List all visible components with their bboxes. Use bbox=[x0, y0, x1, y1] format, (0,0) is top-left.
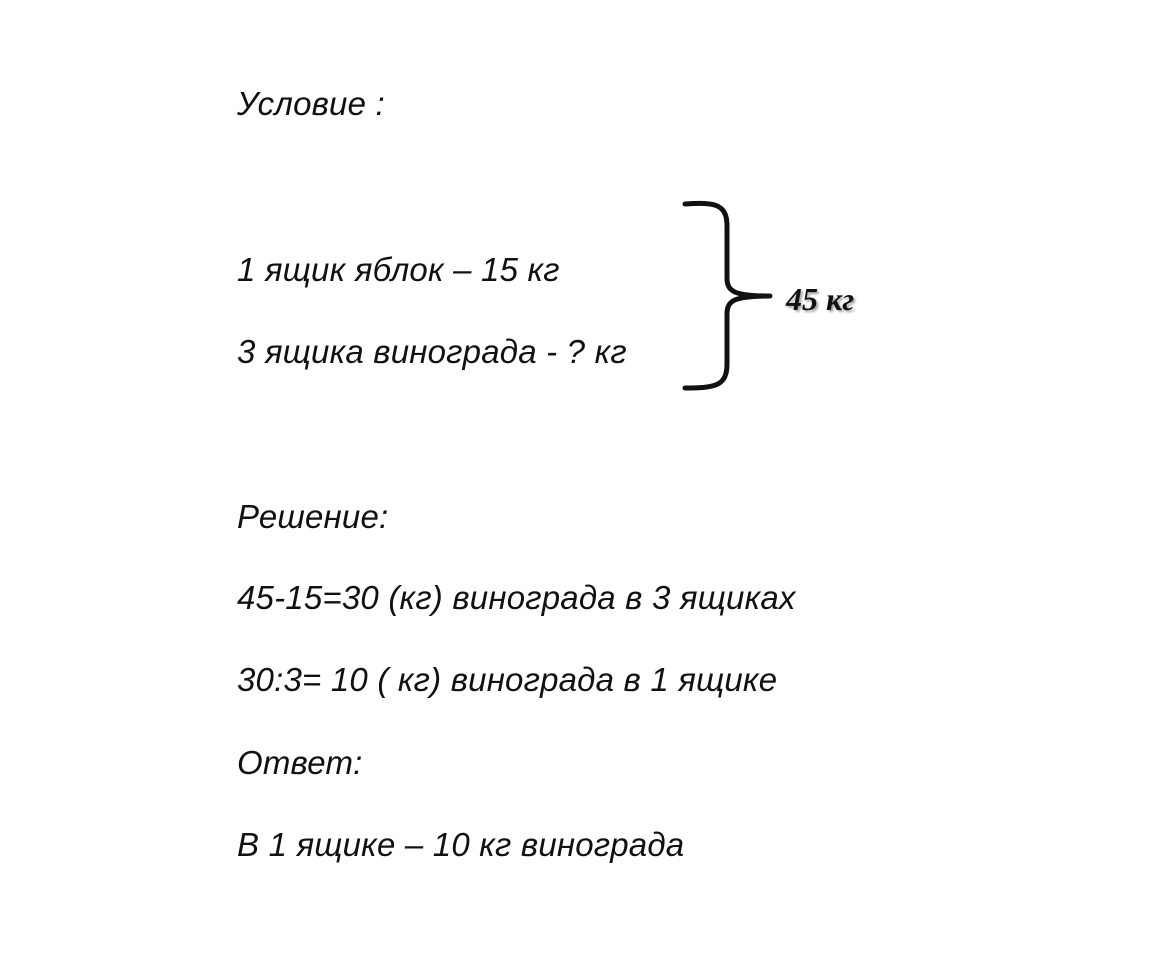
answer-text: В 1 ящике – 10 кг винограда bbox=[237, 826, 685, 863]
condition-apples-line: 1 ящик яблок – 15 кг bbox=[237, 251, 560, 288]
answer-heading: Ответ: bbox=[237, 744, 363, 781]
solution-heading: Решение: bbox=[237, 498, 389, 535]
condition-heading: Условие : bbox=[237, 85, 385, 122]
right-curly-brace-icon bbox=[675, 196, 785, 396]
solution-step-2: 30:3= 10 ( кг) винограда в 1 ящике bbox=[237, 661, 778, 698]
condition-grapes-line: 3 ящика винограда - ? кг bbox=[237, 333, 627, 370]
total-weight-label: 45 кг bbox=[786, 281, 855, 317]
solution-step-1: 45-15=30 (кг) винограда в 3 ящиках bbox=[237, 579, 796, 616]
